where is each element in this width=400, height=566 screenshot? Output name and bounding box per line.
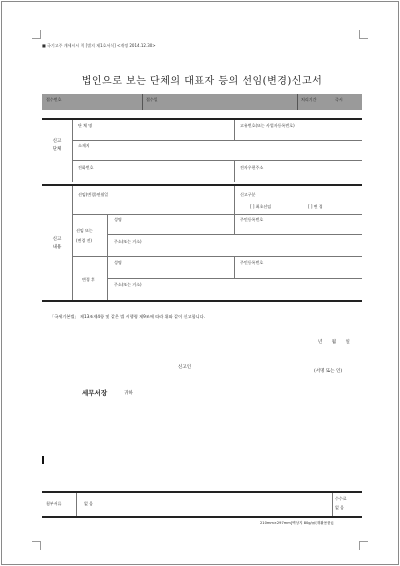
- recipient: 세무서장: [82, 389, 108, 397]
- address-label: 소재지: [78, 143, 90, 148]
- after-label: 변경 후: [82, 277, 95, 282]
- text-cursor: [42, 456, 44, 464]
- fee-label: 수수료: [335, 496, 347, 501]
- before-id-label: 주민등록번호: [240, 217, 264, 222]
- before-label-1: 선임 또는: [76, 228, 93, 233]
- before-address-label: 주소(또는 거소): [114, 239, 142, 244]
- law-reference: [42, 43, 156, 49]
- divider: [142, 94, 143, 110]
- section-border: [42, 184, 362, 186]
- type-option-initial[interactable]: [ ] 최초선임: [250, 204, 272, 209]
- receipt-no-label: 접수번호: [46, 97, 62, 102]
- applicant-side-label: [42, 138, 72, 154]
- crop-mark-bottom-left: [32, 541, 41, 550]
- email-label: 전자우편주소: [240, 165, 264, 170]
- report-type-label: 신고구분: [240, 192, 256, 197]
- row-line: [72, 140, 362, 141]
- before-label-2: (변경 전): [76, 238, 92, 243]
- row-line: [107, 278, 362, 279]
- date-line: 년 월 일: [318, 340, 350, 345]
- applicant-sign-suffix: (서명 또는 인): [314, 369, 343, 374]
- applicant-side-label-2: 단체: [52, 147, 62, 152]
- divider: [332, 493, 333, 516]
- fee-value: 없 음: [335, 505, 344, 510]
- before-name-label: 성명: [114, 217, 122, 222]
- divider: [297, 94, 298, 110]
- details-side-label-1: 신고: [52, 237, 62, 242]
- divider: [234, 120, 235, 140]
- row-line: [72, 214, 362, 215]
- attachment-label: 첨부서류: [46, 501, 62, 506]
- form-title: 법인으로 보는 단체의 대표자 등의 선임(변경)신고서: [81, 76, 323, 87]
- row-line: [107, 234, 362, 235]
- crop-mark-top-right: [359, 30, 368, 39]
- paper-spec: 210mm×297mm[백상지 80g/㎡(재활용품)]: [260, 521, 334, 525]
- row-line: [72, 256, 362, 257]
- row-line: [72, 160, 362, 161]
- type-option-change[interactable]: [ ] 변 경: [308, 204, 323, 209]
- section-border: [42, 118, 362, 120]
- details-side-label-2: 내용: [52, 245, 62, 250]
- applicant-side-label-1: 신고: [52, 139, 62, 144]
- processing-period-value: 즉시: [335, 97, 343, 102]
- recipient-suffix: 귀하: [124, 391, 133, 396]
- section-border: [42, 300, 362, 302]
- appointment-date-label: 선임(변경)연월일: [78, 192, 109, 197]
- law-reference-text: ■ 국기고주 개세시시 칙 [별지 제1호서식] <개정 2014.12.30>: [42, 43, 156, 48]
- statement-text: 「국세기본법」 제13조제4항 및 같은 법 시행령 제9조에 따라 위와 같이 신고합니다.: [50, 314, 206, 319]
- divider: [234, 160, 235, 182]
- phone-label: 전화번호: [78, 165, 94, 170]
- crop-mark-bottom-right: [359, 541, 368, 550]
- applicant-sign-label[interactable]: 신고인: [178, 365, 192, 370]
- org-name-label: 단 체 명: [78, 123, 93, 128]
- divider: [107, 214, 108, 300]
- divider: [72, 120, 73, 182]
- divider: [76, 493, 77, 516]
- document-page: [1, 1, 399, 565]
- after-name-label: 성명: [114, 260, 122, 265]
- attachment-value: 없 음: [84, 501, 93, 506]
- reg-no-label: 고유번호(또는 사업자등록번호): [240, 123, 295, 128]
- crop-mark-top-left: [32, 30, 41, 39]
- footer-table: [42, 491, 362, 518]
- processing-period-label: 처리기간: [301, 97, 317, 102]
- divider: [72, 186, 73, 300]
- after-address-label: 주소(또는 거소): [114, 282, 142, 287]
- divider: [234, 256, 235, 278]
- receipt-date-label: 접수일: [146, 97, 158, 102]
- divider: [234, 186, 235, 214]
- details-side-label: [42, 236, 72, 252]
- divider: [234, 214, 235, 234]
- after-id-label: 주민등록번호: [240, 260, 264, 265]
